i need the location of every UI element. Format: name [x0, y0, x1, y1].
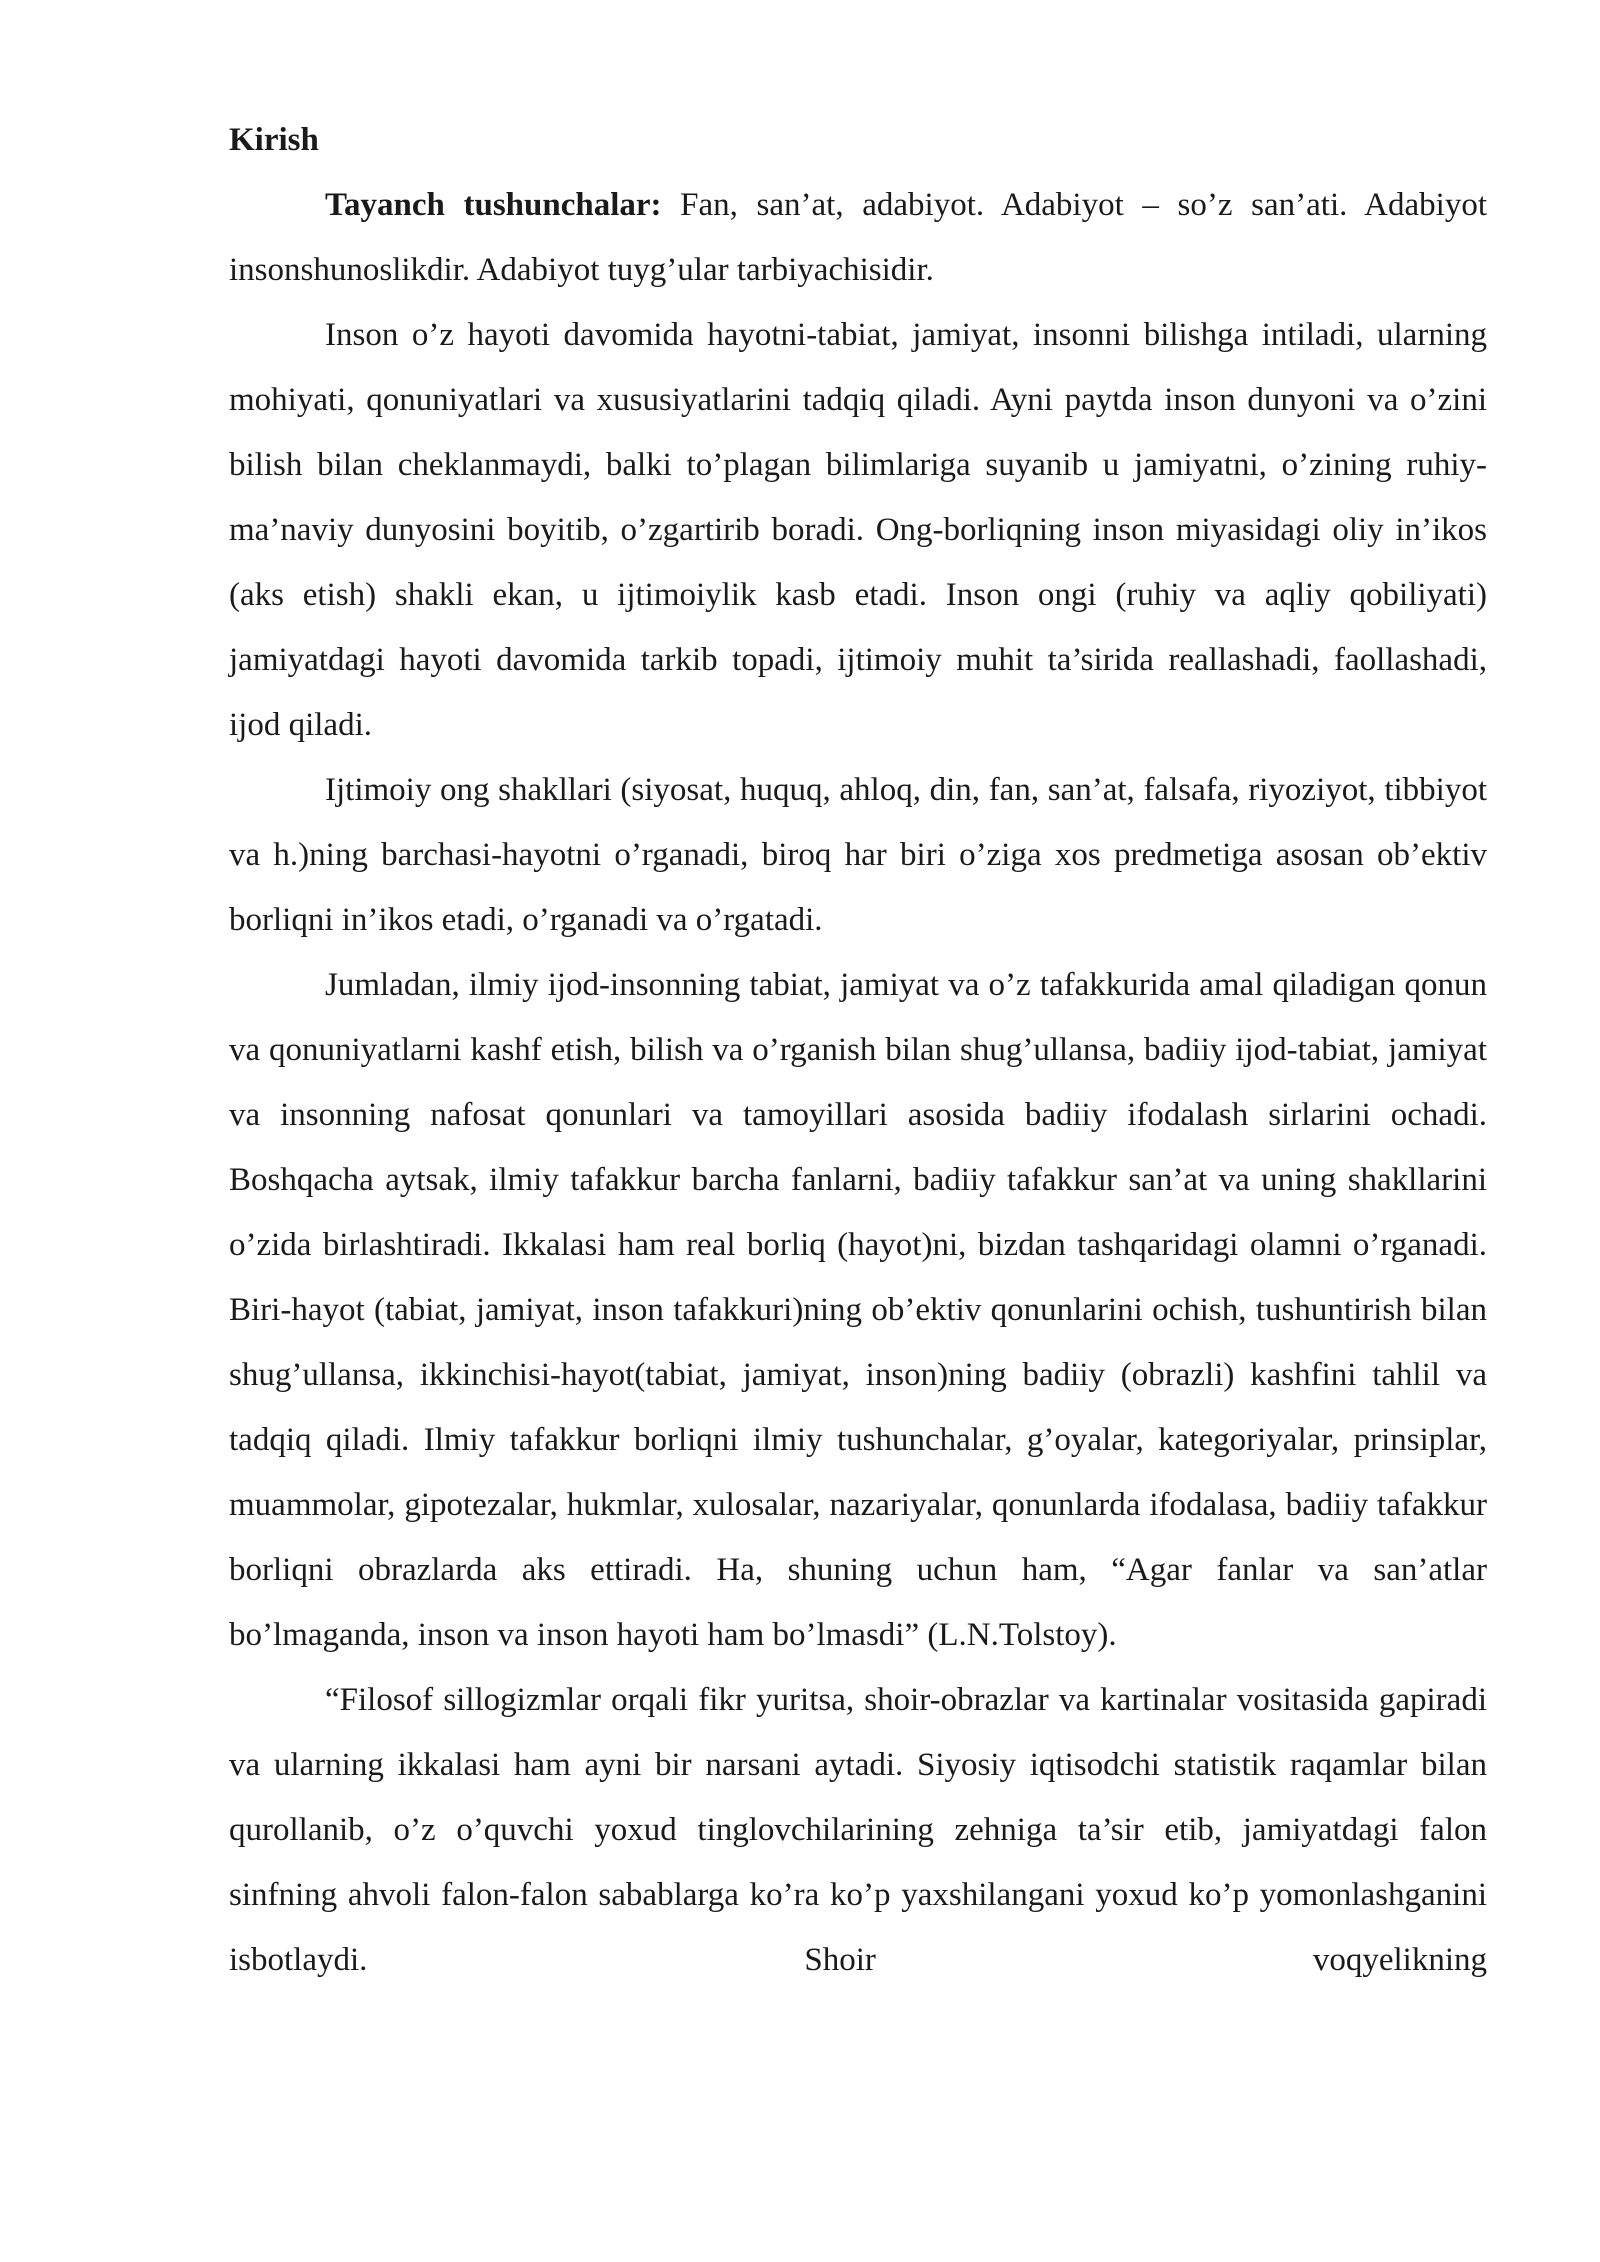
body-paragraph: Inson o’z hayoti davomida hayotni-tabiat, jamiyat, insonni bilishga intiladi, ularning mohiyati, qonuniyatlari va xususiyatlarini tadqiq qiladi. Ayni paytda inson dunyoni va o’zini bilish bilan cheklanmaydi, balki to’plagan bilimlariga suyanib u jamiyatni, o’zining ruhiy-ma’naviy dunyosini boyitib, o’zgartirib boradi. Ong-borliqning inson miyasidagi oliy in’ikos (aks etish) shakli ekan, u ijtimoiylik kasb etadi. Inson ongi (ruhiy va aqliy qobiliyati) jamiyatdagi hayoti davomida tarkib topadi, ijtimoiy muhit ta’sirida reallashadi, faollashadi, ijod qiladi.	[229, 317, 1487, 743]
body-paragraph: Jumladan, ilmiy ijod-insonning tabiat, jamiyat va o’z tafakkurida amal qiladigan qonun va qonuniyatlarni kashf etish, bilish va o’rganish bilan shug’ullansa, badiiy ijod-tabiat, jamiyat va insonning nafosat qonunlari va tamoyillari asosida badiiy ifodalash sirlarini ochadi. Boshqacha aytsak, ilmiy tafakkur barcha fanlarni, badiiy tafakkur san’at va uning shakllarini o’zida birlashtiradi. Ikkalasi ham real borliq (hayot)ni, bizdan tashqaridagi olamni o’rganadi. Biri-hayot (tabiat, jamiyat, inson tafakkuri)ning ob’ektiv qonunlarini ochish, tushuntirish bilan shug’ullansa, ikkinchisi-hayot(tabiat, jamiyat, inson)ning badiiy (obrazli) kashfini tahlil va tadqiq qiladi. Ilmiy tafakkur borliqni ilmiy tushunchalar, g’oyalar, kategoriyalar, prinsiplar, muammolar, gipotezalar, hukmlar, xulosalar, nazariyalar, qonunlarda ifodalasa, badiiy tafakkur borliqni obrazlarda aks ettiradi. Ha, shuning uchun ham, “Agar fanlar va san’atlar bo’lmaganda, inson va inson hayoti ham bo’lmasdi” (L.N.Tolstoy).	[229, 967, 1487, 1653]
key-concepts-paragraph	[229, 173, 1487, 303]
body-paragraph: Ijtimoiy ong shakllari (siyosat, huquq, ahloq, din, fan, san’at, falsafa, riyoziyot, tibbiyot va h.)ning barchasi-hayotni o’rganadi, biroq har biri o’ziga xos predmetiga asosan ob’ektiv borliqni in’ikos etadi, o’rganadi va o’rgatadi.	[229, 772, 1487, 938]
body-paragraph: “Filosof sillogizmlar orqali fikr yuritsa, shoir-obrazlar va kartinalar vositasida gapiradi va ularning ikkalasi ham ayni bir narsani aytadi. Siyosiy iqtisodchi statistik raqamlar bilan qurollanib, o’z o’quvchi yoxud tinglovchilarining zehniga ta’sir etib, jamiyatdagi falon sinfning ahvoli falon-falon sabablarga ko’ra ko’p yaxshilangani yoxud ko’p yomonlashganini isbotlaydi. Shoir voqyelikning	[229, 1682, 1487, 1978]
key-concepts-text: Fan, san’at, adabiyot. Adabiyot – so’z san’ati. Adabiyot insonshunoslikdir. Adabiyot tuyg’ular tarbiyachisidir.	[229, 187, 1487, 288]
key-concepts-label: Tayanch tushunchalar:	[325, 187, 662, 223]
document-body	[229, 108, 1487, 1993]
section-heading: Kirish	[229, 122, 319, 158]
